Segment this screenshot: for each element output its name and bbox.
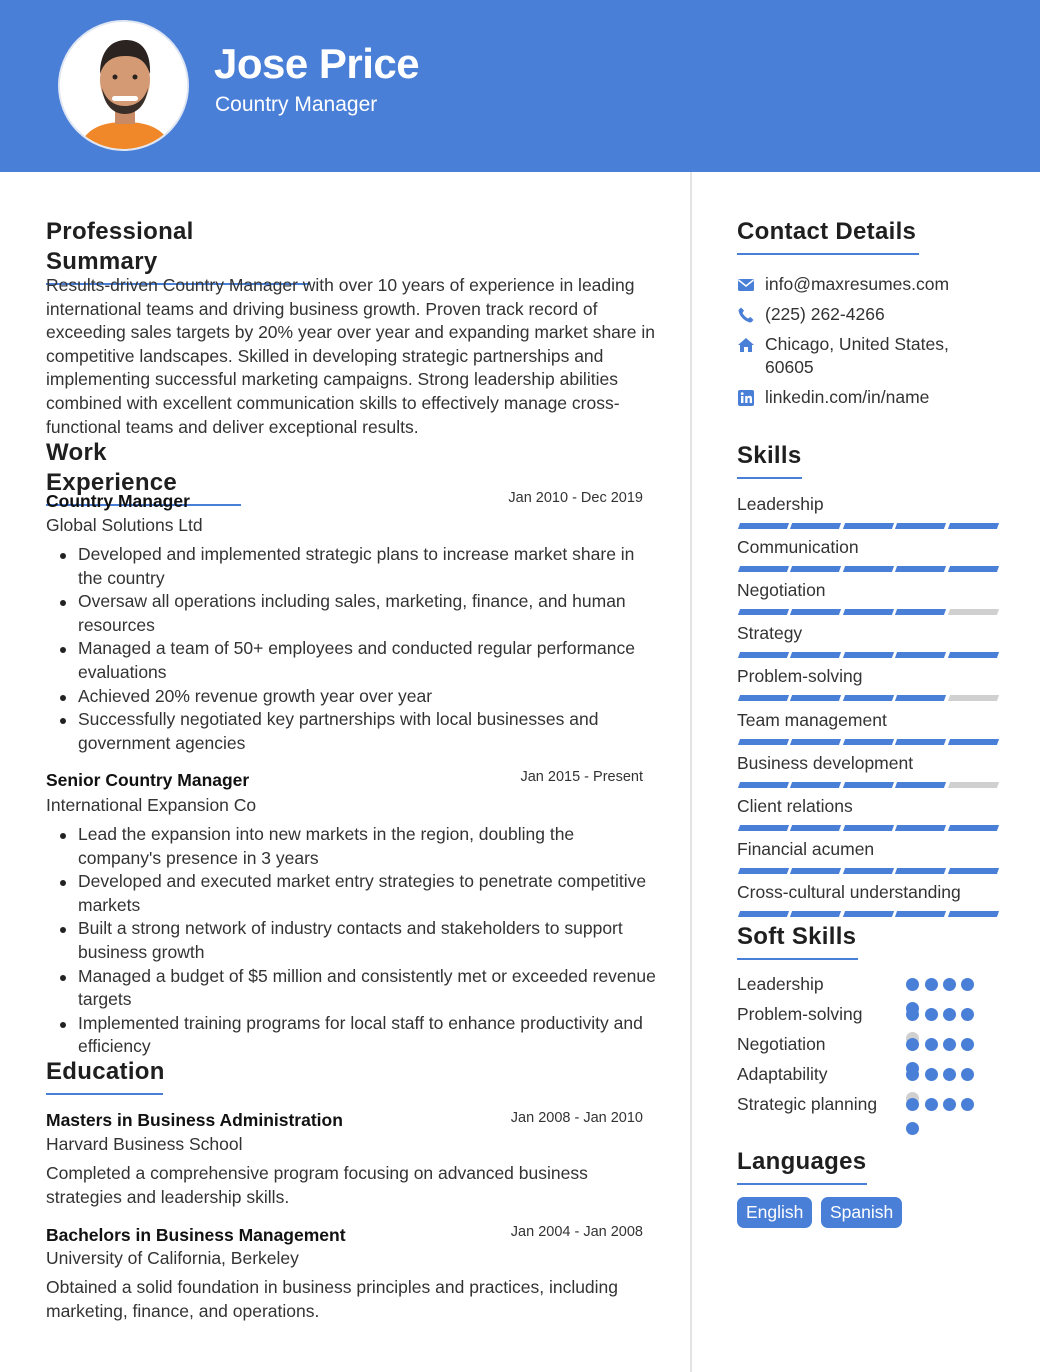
profile-photo (58, 20, 189, 151)
skill-level-segment (738, 911, 789, 917)
skill-level-segment (738, 825, 789, 831)
skill-level-bar (737, 609, 993, 615)
soft-skill-dot (906, 1008, 919, 1021)
education-description: Obtained a solid foundation in business principles and practices, including marketing, finance, and operations. (46, 1277, 619, 1321)
skill-item (737, 795, 993, 818)
skill-level-segment (895, 695, 946, 701)
skill-level-segment (843, 911, 894, 917)
contact-heading: Contact Details (737, 217, 919, 255)
soft-skills-heading: Soft Skills (737, 922, 858, 960)
soft-skill-dot (961, 1008, 974, 1021)
linkedin-value: linkedin.com/in/name (765, 387, 930, 407)
soft-skill-dot (906, 1122, 919, 1135)
soft-skill-dot (925, 1038, 938, 1051)
job-company: International Expansion Co (46, 795, 257, 815)
soft-skill-dot (961, 1068, 974, 1081)
soft-skill-item (737, 1032, 997, 1058)
skill-level-segment (843, 566, 894, 572)
degree-title: Masters in Business Administration (46, 1110, 343, 1130)
skill-level-bar (737, 868, 993, 874)
skill-level-segment (738, 652, 789, 658)
skill-level-bar (737, 825, 993, 831)
skill-level-segment (843, 868, 894, 874)
list-item: Developed and executed market entry strategies to penetrate competitive markets (78, 870, 658, 917)
skill-item (737, 536, 993, 559)
skill-level-segment (790, 825, 841, 831)
list-item: Managed a team of 50+ employees and conducted regular performance evaluations (78, 637, 658, 684)
skill-level-segment (738, 739, 789, 745)
language-badge-spanish: Spanish (821, 1197, 902, 1228)
job-company: Global Solutions Ltd (46, 515, 203, 535)
education-description: Completed a comprehensive program focusing on advanced business strategies and leadership skills. (46, 1163, 588, 1207)
soft-skill-label: Strategic planning (737, 1094, 878, 1114)
soft-skill-label: Leadership (737, 974, 824, 994)
skill-level-bar (737, 566, 993, 572)
soft-skill-dot (943, 1098, 956, 1111)
soft-skill-dot (906, 978, 919, 991)
skill-level-segment (895, 825, 946, 831)
soft-skill-item (737, 972, 997, 998)
contact-phone[interactable] (737, 303, 997, 327)
linkedin-icon (737, 389, 755, 407)
list-item: Lead the expansion into new markets in the region, doubling the company's presence in 3 years (78, 823, 658, 870)
skill-level-segment (948, 523, 999, 529)
summary-text: Results-driven Country Manager with over 10 years of experience in leading international teams and driving business growth. Proven track record of exceeding sales targets by 20% year over year and expanding market share in competitive landscapes. Skilled in developing strategic partnerships and implementing successful marketing campaigns. Strong leadership abilities combined with excellent communication skills to effectively manage cross-functional teams and deliver exceptional results. (46, 275, 655, 437)
skill-level-segment (790, 782, 841, 788)
skill-item (737, 752, 993, 775)
skill-level-segment (948, 566, 999, 572)
skill-level-segment (843, 652, 894, 658)
skill-level-bar (737, 652, 993, 658)
job-title: Country Manager (46, 491, 190, 511)
summary-heading: Professional Summary (46, 217, 310, 285)
soft-skill-dot (925, 1008, 938, 1021)
soft-skill-item (737, 1062, 997, 1088)
soft-skill-dot (943, 1038, 956, 1051)
skill-level-segment (843, 825, 894, 831)
skill-level-bar (737, 739, 993, 745)
contact-location (737, 333, 997, 381)
contact-linkedin[interactable] (737, 386, 997, 410)
skill-level-segment (790, 911, 841, 917)
work-heading: Work Experience (46, 438, 241, 506)
skill-level-segment (790, 695, 841, 701)
skill-label: Strategy (737, 623, 803, 643)
phone-icon (737, 306, 755, 324)
soft-skill-dot (906, 1068, 919, 1081)
skill-level-segment (843, 523, 894, 529)
skill-level-segment (790, 739, 841, 745)
list-item: Implemented training programs for local staff to enhance productivity and efficiency (78, 1012, 658, 1059)
soft-skill-label: Negotiation (737, 1034, 826, 1054)
skill-level-segment (948, 652, 999, 658)
skill-level-segment (738, 782, 789, 788)
skill-level-segment (738, 523, 789, 529)
school-name: Harvard Business School (46, 1134, 243, 1154)
contact-email[interactable] (737, 273, 997, 297)
skill-level-segment (895, 609, 946, 615)
soft-skill-dot (943, 1008, 956, 1021)
soft-skill-dot (925, 978, 938, 991)
skill-label: Team management (737, 710, 887, 730)
skill-level-bar (737, 911, 993, 917)
skill-level-bar (737, 523, 993, 529)
soft-skill-dot (961, 978, 974, 991)
skill-level-segment (790, 566, 841, 572)
skill-level-segment (843, 695, 894, 701)
skill-level-segment (790, 868, 841, 874)
soft-skill-dot (961, 1038, 974, 1051)
skill-level-segment (948, 868, 999, 874)
education-date: Jan 2008 - Jan 2010 (510, 1110, 643, 1126)
skill-level-segment (738, 609, 789, 615)
language-badge-english: English (737, 1197, 812, 1228)
skill-label: Negotiation (737, 580, 826, 600)
soft-skill-dot (961, 1098, 974, 1111)
skill-item (737, 493, 993, 516)
skill-level-segment (948, 695, 999, 701)
skill-label: Leadership (737, 494, 824, 514)
skill-item (737, 709, 993, 732)
location-value: Chicago, United States, 60605 (765, 334, 949, 377)
skill-level-bar (737, 695, 993, 701)
job-bullets (78, 543, 658, 755)
skill-item (737, 881, 993, 904)
skill-label: Problem-solving (737, 666, 863, 686)
list-item: Developed and implemented strategic plans to increase market share in the country (78, 543, 658, 590)
skill-level-segment (843, 739, 894, 745)
skill-level-segment (738, 695, 789, 701)
skill-level-segment (843, 609, 894, 615)
skills-heading: Skills (737, 441, 802, 479)
job-date: Jan 2015 - Present (520, 769, 643, 785)
skill-level-segment (738, 868, 789, 874)
list-item: Managed a budget of $5 million and consistently met or exceeded revenue targets (78, 965, 658, 1012)
skill-level-segment (790, 652, 841, 658)
soft-skill-label: Problem-solving (737, 1004, 863, 1024)
degree-title: Bachelors in Business Management (46, 1225, 346, 1245)
school-name: University of California, Berkeley (46, 1248, 299, 1268)
skill-level-segment (895, 652, 946, 658)
envelope-icon (737, 276, 755, 294)
skill-level-segment (843, 782, 894, 788)
skill-level-segment (948, 609, 999, 615)
job-date: Jan 2010 - Dec 2019 (508, 490, 643, 506)
list-item: Successfully negotiated key partnerships with local businesses and government agencies (78, 708, 658, 755)
soft-skill-dot (906, 1098, 919, 1111)
email-value: info@maxresumes.com (765, 274, 950, 294)
skill-level-segment (948, 739, 999, 745)
job-title: Senior Country Manager (46, 770, 250, 790)
list-item: Achieved 20% revenue growth year over year (78, 685, 658, 709)
skill-level-segment (948, 911, 999, 917)
skill-level-segment (948, 825, 999, 831)
skill-level-segment (895, 782, 946, 788)
candidate-role: Country Manager (215, 93, 378, 116)
job-bullets (78, 823, 658, 1059)
home-icon (737, 336, 755, 354)
soft-skill-dot (925, 1098, 938, 1111)
soft-skill-dot (943, 978, 956, 991)
skill-label: Business development (737, 753, 914, 773)
list-item: Oversaw all operations including sales, marketing, finance, and human resources (78, 590, 658, 637)
phone-value: (225) 262-4266 (765, 304, 885, 324)
skill-item (737, 838, 993, 861)
person-avatar-icon (60, 22, 189, 151)
education-date: Jan 2004 - Jan 2008 (510, 1224, 643, 1240)
soft-skill-label: Adaptability (737, 1064, 828, 1084)
skill-level-segment (738, 566, 789, 572)
skill-item (737, 579, 993, 602)
soft-skill-item (737, 1002, 997, 1028)
skill-level-segment (895, 739, 946, 745)
skill-level-segment (895, 566, 946, 572)
skill-item (737, 665, 993, 688)
skill-level-segment (895, 523, 946, 529)
skill-level-segment (948, 782, 999, 788)
soft-skill-item (737, 1092, 997, 1118)
skill-level-segment (790, 609, 841, 615)
skill-label: Cross-cultural understanding (737, 882, 961, 902)
skill-level-segment (895, 868, 946, 874)
education-heading: Education (46, 1057, 163, 1095)
candidate-name: Jose Price (214, 40, 420, 87)
column-divider (690, 172, 692, 1372)
skill-label: Communication (737, 537, 859, 557)
skill-level-bar (737, 782, 993, 788)
list-item: Built a strong network of industry contacts and stakeholders to support business growth (78, 917, 658, 964)
skill-item (737, 622, 993, 645)
resume-header (0, 0, 1040, 172)
soft-skill-dot (906, 1038, 919, 1051)
languages-heading: Languages (737, 1147, 867, 1185)
skill-level-segment (790, 523, 841, 529)
skill-label: Financial acumen (737, 839, 875, 859)
skill-level-segment (895, 911, 946, 917)
soft-skill-dot (925, 1068, 938, 1081)
soft-skill-dot (943, 1068, 956, 1081)
skill-label: Client relations (737, 796, 853, 816)
